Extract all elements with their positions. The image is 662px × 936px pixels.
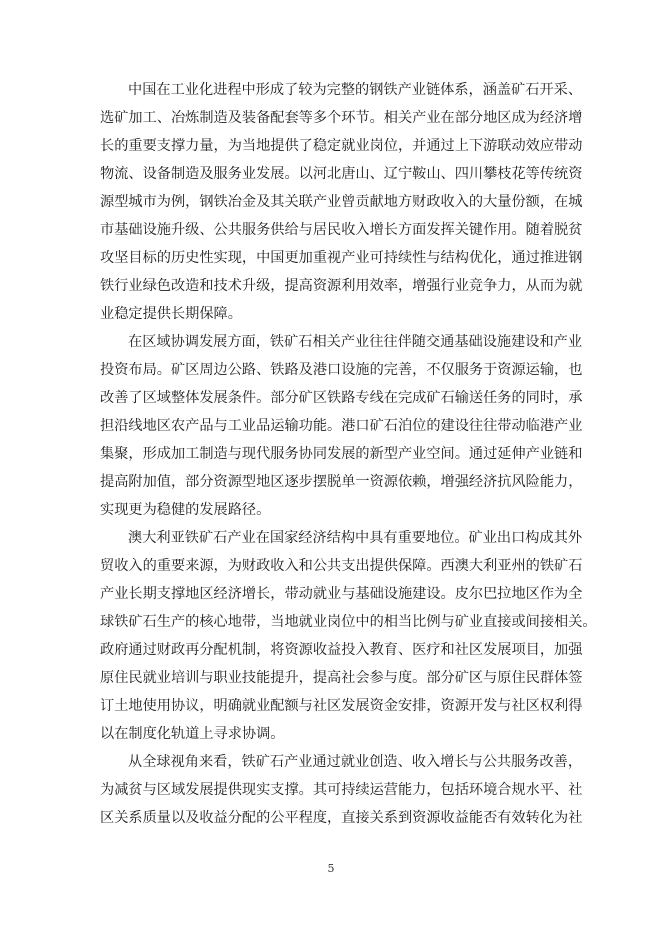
paragraph-line: 业稳定提供长期保障。 xyxy=(100,306,242,322)
paragraph-line: 以在制度化轨道上寻求协调。 xyxy=(100,726,285,742)
paragraph-line: 在区域协调发展方面，铁矿石相关产业往往伴随交通基础设施建设和产业 xyxy=(128,334,583,350)
paragraph-line: 区关系质量以及收益分配的公平程度，直接关系到资源收益能否有效转化为社 xyxy=(100,810,583,826)
paragraph-line: 提高附加值，部分资源型地区逐步摆脱单一资源依赖，增强经济抗风险能力， xyxy=(100,474,583,490)
paragraph-4 xyxy=(100,748,583,832)
page-number: 5 xyxy=(327,862,335,875)
paragraph-line: 改善了区域整体发展条件。部分矿区铁路专线在完成矿石输送任务的同时，承 xyxy=(100,390,583,406)
paragraph-line: 铁行业绿色改造和技术升级，提高资源利用效率，增强行业竞争力，从而为就 xyxy=(100,278,583,294)
paragraph-line: 球铁矿石生产的核心地带，当地就业岗位中的相当比例与矿业直接或间接相关。 xyxy=(100,614,597,630)
paragraph-line: 从全球视角来看，铁矿石产业通过就业创造、收入增长与公共服务改善， xyxy=(128,754,583,770)
body-text xyxy=(100,76,597,832)
paragraph-line: 实现更为稳健的发展路径。 xyxy=(100,502,271,518)
paragraph-line: 投资布局。矿区周边公路、铁路及港口设施的完善，不仅服务于资源运输，也 xyxy=(100,362,583,378)
paragraph-line: 担沿线地区农产品与工业品运输功能。港口矿石泊位的建设往往带动临港产业 xyxy=(100,418,583,434)
paragraph-line: 澳大利亚铁矿石产业在国家经济结构中具有重要地位。矿业出口构成其外 xyxy=(128,530,583,546)
paragraph-line: 贸收入的重要来源，为财政收入和公共支出提供保障。西澳大利亚州的铁矿石 xyxy=(100,558,583,574)
paragraph-3 xyxy=(100,524,597,748)
paragraph-line: 订土地使用协议，明确就业配额与社区发展资金安排，资源开发与社区权利得 xyxy=(100,698,583,714)
paragraph-line: 源型城市为例，钢铁冶金及其关联产业曾贡献地方财政收入的大量份额，在城 xyxy=(100,194,583,210)
paragraph-2 xyxy=(100,328,583,524)
paragraph-line: 原住民就业培训与职业技能提升，提高社会参与度。部分矿区与原住民群体签 xyxy=(100,670,583,686)
paragraph-line: 中国在工业化进程中形成了较为完整的钢铁产业链体系，涵盖矿石开采、 xyxy=(128,82,583,98)
paragraph-line: 政府通过财政再分配机制，将资源收益投入教育、医疗和社区发展项目，加强 xyxy=(100,642,583,658)
paragraph-line: 为减贫与区域发展提供现实支撑。其可持续运营能力，包括环境合规水平、社 xyxy=(100,782,583,798)
paragraph-line: 市基础设施升级、公共服务供给与居民收入增长方面发挥关键作用。随着脱贫 xyxy=(100,222,583,238)
paragraph-line: 攻坚目标的历史性实现，中国更加重视产业可持续性与结构优化，通过推进钢 xyxy=(100,250,583,266)
paragraph-line: 物流、设备制造及服务业发展。以河北唐山、辽宁鞍山、四川攀枝花等传统资 xyxy=(100,166,583,182)
paragraph-1 xyxy=(100,76,583,328)
paragraph-line: 集聚，形成加工制造与现代服务协同发展的新型产业空间。通过延伸产业链和 xyxy=(100,446,583,462)
paragraph-line: 长的重要支撑力量，为当地提供了稳定就业岗位，并通过上下游联动效应带动 xyxy=(100,138,583,154)
paragraph-line: 选矿加工、冶炼制造及装备配套等多个环节。相关产业在部分地区成为经济增 xyxy=(100,110,583,126)
paragraph-line: 产业长期支撑地区经济增长，带动就业与基础设施建设。皮尔巴拉地区作为全 xyxy=(100,586,583,602)
